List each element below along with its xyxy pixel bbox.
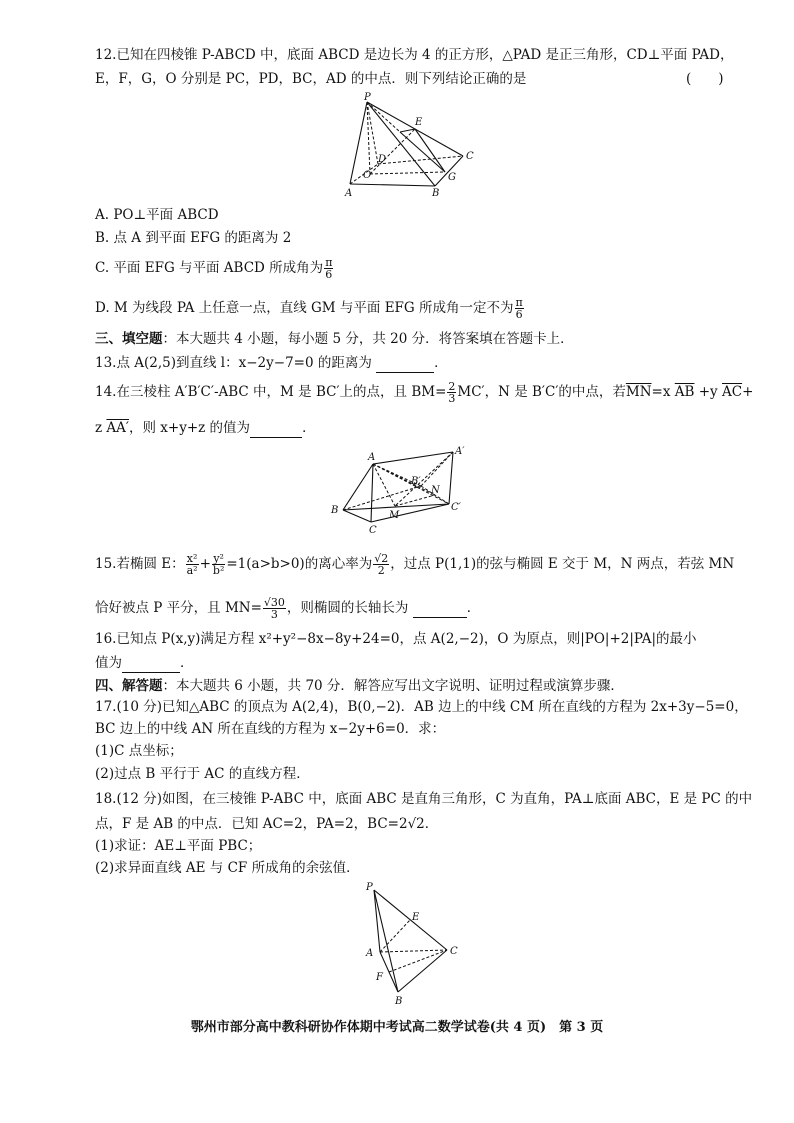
- q14-prism-figure: [325, 442, 475, 534]
- q14-label-b-prime: B′: [411, 476, 421, 487]
- q12-label-e: E: [415, 117, 423, 128]
- q17-line1: 17.(10 分)已知△ABC 的顶点为 A(2,4)，B(0,−2)．AB 边上的中线 CM 所在直线的方程为 2x+3y−5=0，: [95, 699, 748, 715]
- q18-label-c: C: [450, 946, 458, 957]
- q16-answer-blank: [122, 654, 180, 673]
- q14-label-a-prime: A′: [455, 446, 465, 457]
- q18-line1: 18.(12 分)如图，在三棱锥 P-ABC 中，底面 ABC 是直角三角形，C 为直角，PA⊥底面 ABC，E 是 PC 的中: [95, 791, 753, 807]
- q14-label-n: N: [431, 485, 440, 496]
- q15-answer-blank: [413, 599, 467, 618]
- q14-line2: z AA′，则 x+y+z 的值为 ．: [95, 420, 316, 436]
- q12-option-c-fraction: $\frac{\pi}{6}$: [325, 256, 333, 281]
- q12-label-d: D: [378, 154, 387, 165]
- q18-part1: (1)求证：AE⊥平面 PBC；: [95, 838, 262, 854]
- q14-fraction: $\frac{2}{3}$: [448, 380, 456, 405]
- q12-option-b: B. 点 A 到平面 EFG 的距离为 2: [95, 230, 292, 246]
- q14-label-m: M: [389, 510, 400, 521]
- q15-mn-fraction: $\frac{√30}{3}$: [263, 596, 285, 621]
- q18-line2: 点，F 是 AB 的中点．已知 AC=2，PA=2，BC=2√2．: [95, 816, 439, 832]
- q17-part2: (2)过点 B 平行于 AC 的直线方程．: [95, 766, 310, 782]
- q12-option-a: A. PO⊥平面 ABCD: [95, 207, 219, 223]
- q14-label-c: C: [369, 525, 377, 534]
- q14-label-a: A: [368, 452, 376, 463]
- q12-label-p: P: [364, 92, 371, 103]
- q14-line1: 14.在三棱柱 A′B′C′-ABC 中，M 是 BC′上的点，且 BM= $\frac{2}{3}$ MC′，N 是 B′C′的中点，若$\overline{MN}=x$ $\overline{AB} +y$ $\overline{AC}+$: [95, 380, 754, 405]
- q15-eccentricity-fraction: $\frac{√2}{2}$: [374, 552, 389, 577]
- q16-line1: 16.已知点 P(x,y)满足方程 x²+y²−8x−8y+24=0，点 A(2,−2)，O 为原点，则|PO|+2|PA|的最小: [95, 631, 697, 647]
- q17-part1: (1)C 点坐标；: [95, 743, 183, 759]
- q14-label-c-prime: C′: [451, 502, 461, 513]
- q18-label-b: B: [395, 996, 403, 1007]
- q14-answer-blank: [250, 419, 302, 438]
- q18-label-a: A: [366, 948, 374, 959]
- q18-label-e: E: [412, 912, 420, 923]
- q12-option-c: C. 平面 EFG 与平面 ABCD 所成角为 $\frac{\pi}{6}$: [95, 256, 333, 281]
- q15-line2: 恰好被点 P 平分，且 MN= $\frac{√30}{3}$ ，则椭圆的长轴长为 ．: [95, 596, 481, 621]
- q18-label-p: P: [366, 882, 373, 893]
- q12-line2: E，F，G，O 分别是 PC，PD，BC，AD 的中点．则下列结论正确的是: [95, 71, 527, 87]
- q17-line2: BC 边上的中线 AN 所在直线的方程为 x−2y+6=0．求：: [95, 721, 446, 737]
- q16-line2: 值为 ．: [95, 655, 194, 671]
- q12-option-d-fraction: $\frac{\pi}{6}$: [515, 296, 523, 321]
- q18-part2: (2)求异面直线 AE 与 CF 所成角的余弦值．: [95, 860, 360, 876]
- q18-label-f: F: [376, 972, 383, 983]
- q15-y-fraction: $\frac{\text{y²}}{\text{b²}}$: [212, 552, 225, 577]
- q14-label-b: B: [331, 505, 339, 516]
- q12-label-b: B: [432, 188, 440, 199]
- q15-line1: 15.若椭圆 E： $\frac{\text{x²}}{\text{a²}}$ + $\frac{\text{y²}}{\text{b²}}$ =1(a>b>0)的离心率为 $\frac{√2}{2}$ ，过点 P(1,1)的弦与椭圆 E 交于 M，N 两点，若弦 MN: [95, 552, 735, 577]
- q12-label-g: G: [448, 172, 456, 183]
- q12-option-d: D. M 为线段 PA 上任意一点，直线 GM 与平面 EFG 所成角一定不为 $\frac{\pi}{6}$: [95, 296, 523, 321]
- page-footer: 鄂州市部分高中教科研协作体期中考试高二数学试卷(共 4 页) 第 3 页: [190, 1020, 604, 1035]
- q15-x-fraction: $\frac{\text{x²}}{\text{a²}}$: [186, 552, 198, 577]
- q13-answer-blank: [376, 354, 434, 373]
- section-4-heading: 四、解答题：本大题共 6 小题，共 70 分．解答应写出文字说明、证明过程或演算步骤．: [95, 678, 624, 694]
- section-3-heading: 三、填空题：本大题共 4 小题，每小题 5 分，共 20 分．将答案填在答题卡上．: [95, 331, 574, 347]
- q12-line1: 12.已知在四棱锥 P-ABCD 中，底面 ABCD 是边长为 4 的正方形，△PAD 是正三角形，CD⊥平面 PAD，: [95, 47, 734, 63]
- q12-label-a: A: [345, 188, 353, 199]
- q12-label-c: C: [466, 151, 474, 162]
- q12-label-o: O: [363, 170, 372, 181]
- q18-tetrahedron-figure: [360, 880, 470, 1008]
- q13: 13.点 A(2,5)到直线 l：x−2y−7=0 的距离为 ．: [95, 355, 448, 371]
- q12-pyramid-figure: [340, 92, 490, 204]
- q12-answer-paren: ( ): [686, 71, 724, 87]
